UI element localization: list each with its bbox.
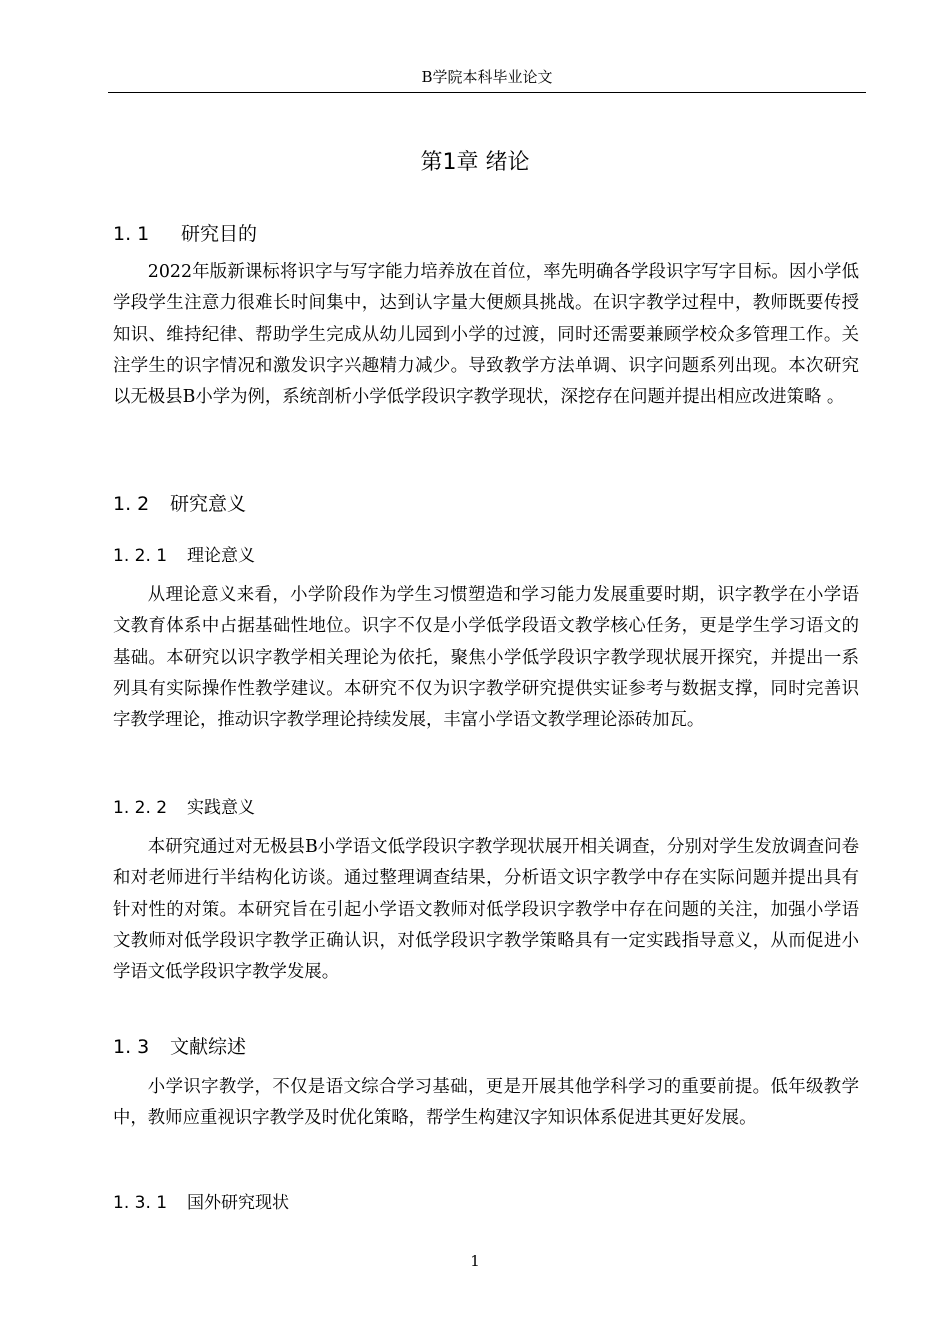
section-number: 1. 2. 1 (113, 546, 168, 566)
section-heading-1-2-1 (113, 542, 255, 570)
section-number: 1. 3 (113, 1036, 150, 1058)
section-heading-1-3-1 (113, 1189, 289, 1217)
paragraph-literature-review: 小学识字教学，不仅是语文综合学习基础，更是开展其他学科学习的重要前提。低年级教学中，教师应重视识字教学及时优化策略，帮学生构建汉字知识体系促进其更好发展。 (113, 1077, 859, 1129)
section-title: 研究目的 (181, 223, 258, 245)
section-title: 理论意义 (187, 546, 255, 566)
section-heading-1-2 (113, 489, 246, 519)
section-title: 实践意义 (187, 798, 255, 818)
section-heading-1-1 (113, 219, 257, 249)
section-number: 1. 1 (113, 223, 150, 245)
section-number: 1. 2. 2 (113, 798, 168, 818)
section-heading-1-2-2 (113, 794, 255, 822)
paragraph-practical-significance: 本研究通过对无极县B小学语文低学段识字教学现状展开相关调查，分别对学生发放调查问卷和对老师进行半结构化访谈。通过整理调查结果，分析语文识字教学中存在实际问题并提出具有针对性的对策。本研究旨在引起小学语文教师对低学段识字教学中存在问题的关注，加强小学语文教师对低学段识字教学正确认识，对低学段识字教学策略具有一定实践指导意义，从而促进小学语文低学段识字教学发展。 (113, 837, 859, 983)
section-title: 研究意义 (170, 493, 247, 515)
page-number: 1 (470, 1252, 480, 1270)
section-title: 文献综述 (170, 1036, 247, 1058)
section-number: 1. 3. 1 (113, 1193, 168, 1213)
section-title: 国外研究现状 (187, 1193, 289, 1213)
section-heading-1-3 (113, 1032, 246, 1062)
chapter-title: 第1章 绪论 (420, 150, 530, 175)
running-header: B学院本科毕业论文 (108, 66, 866, 93)
paragraph-research-purpose: 2022年版新课标将识字与写字能力培养放在首位，率先明确各学段识字写字目标。因小学低学段学生注意力很难长时间集中，达到认字量大便颇具挑战。在识字教学过程中，教师既要传授知识、维持纪律、帮助学生完成从幼儿园到小学的过渡，同时还需要兼顾学校众多管理工作。关注学生的识字情况和激发识字兴趣精力减少。导致教学方法单调、识字问题系列出现。本次研究以无极县B小学为例，系统剖析小学低学段识字教学现状，深挖存在问题并提出相应改进策略 。 (113, 262, 859, 408)
section-number: 1. 2 (113, 493, 150, 515)
paragraph-theoretical-significance: 从理论意义来看，小学阶段作为学生习惯塑造和学习能力发展重要时期，识字教学在小学语文教育体系中占据基础性地位。识字不仅是小学低学段语文教学核心任务，更是学生学习语文的基础。本研究以识字教学相关理论为依托，聚焦小学低学段识字教学现状展开探究，并提出一系列具有实际操作性教学建议。本研究不仅为识字教学研究提供实证参考与数据支撑，同时完善识字教学理论，推动识字教学理论持续发展，丰富小学语文教学理论添砖加瓦。 (113, 585, 859, 731)
